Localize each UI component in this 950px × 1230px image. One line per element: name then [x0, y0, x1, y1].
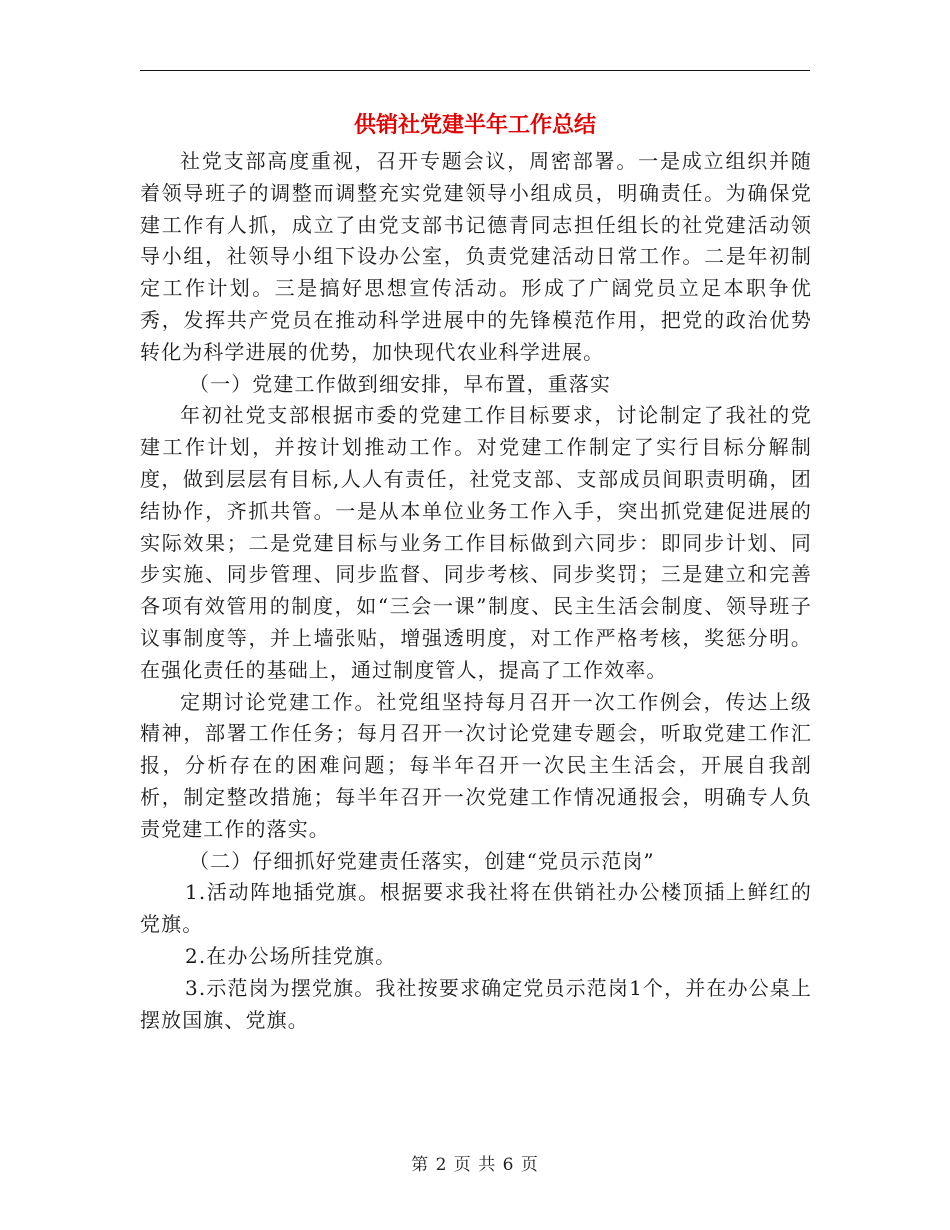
document-title: 供销社党建半年工作总结: [353, 113, 596, 138]
paragraph-intro: 社党支部高度重视，召开专题会议，周密部署。一是成立组织并随着领导班子的调整而调整充实党建领导小组成员，明确责任。为确保党建工作有人抓，成立了由党支部书记德青同志担任组长的社党建活动领导小组，社领导小组下设办公室，负责党建活动日常工作。二是年初制定工作计划。三是搞好思想宣传活动。形成了广阔党员立足本职争优秀，发挥共产党员在推动科学进展中的先锋模范作用，把党的政治优势转化为科学进展的优势，加快现代农业科学进展。: [140, 149, 812, 364]
header-rule: [140, 70, 810, 71]
list-item-1: 1.活动阵地插党旗。根据要求我社将在供销社办公楼顶插上鲜红的党旗。: [140, 880, 812, 937]
section-heading-1: （一）党建工作做到细安排，早布置，重落实: [189, 371, 611, 396]
list-item-2: 2.在办公场所挂党旗。: [185, 943, 397, 968]
page-number-footer: 第 2 页 共 6 页: [411, 1155, 539, 1175]
paragraph-regular-meetings: 定期讨论党建工作。社党组坚持每月召开一次工作例会，传达上级精神，部署工作任务；每月召开一次讨论党建专题会，听取党建工作汇报，分析存在的困难问题；每半年召开一次民主生活会，开展自我剖析，制定整改措施；每半年召开一次党建工作情况通报会，明确专人负责党建工作的落实。: [140, 689, 812, 841]
paragraph-plan: 年初社党支部根据市委的党建工作目标要求，讨论制定了我社的党建工作计划，并按计划推动工作。对党建工作制定了实行目标分解制度，做到层层有目标,人人有责任，社党支部、支部成员间职责明确，团结协作，齐抓共管。一是从本单位业务工作入手，突出抓党建促进展的实际效果；二是党建目标与业务工作目标做到六同步：即同步计划、同步实施、同步管理、同步监督、同步考核、同步奖罚；三是建立和完善各项有效管用的制度，如“三会一课”制度、民主生活会制度、领导班子议事制度等，并上墙张贴，增强透明度，对工作严格考核，奖惩分明。在强化责任的基础上，通过制度管人，提高了工作效率。: [140, 403, 812, 682]
list-item-3: 3.示范岗为摆党旗。我社按要求确定党员示范岗1个，并在办公桌上摆放国旗、党旗。: [140, 975, 812, 1032]
section-heading-2: （二）仔细抓好党建责任落实，创建“党员示范岗”: [189, 848, 655, 873]
document-body: [140, 146, 812, 1036]
